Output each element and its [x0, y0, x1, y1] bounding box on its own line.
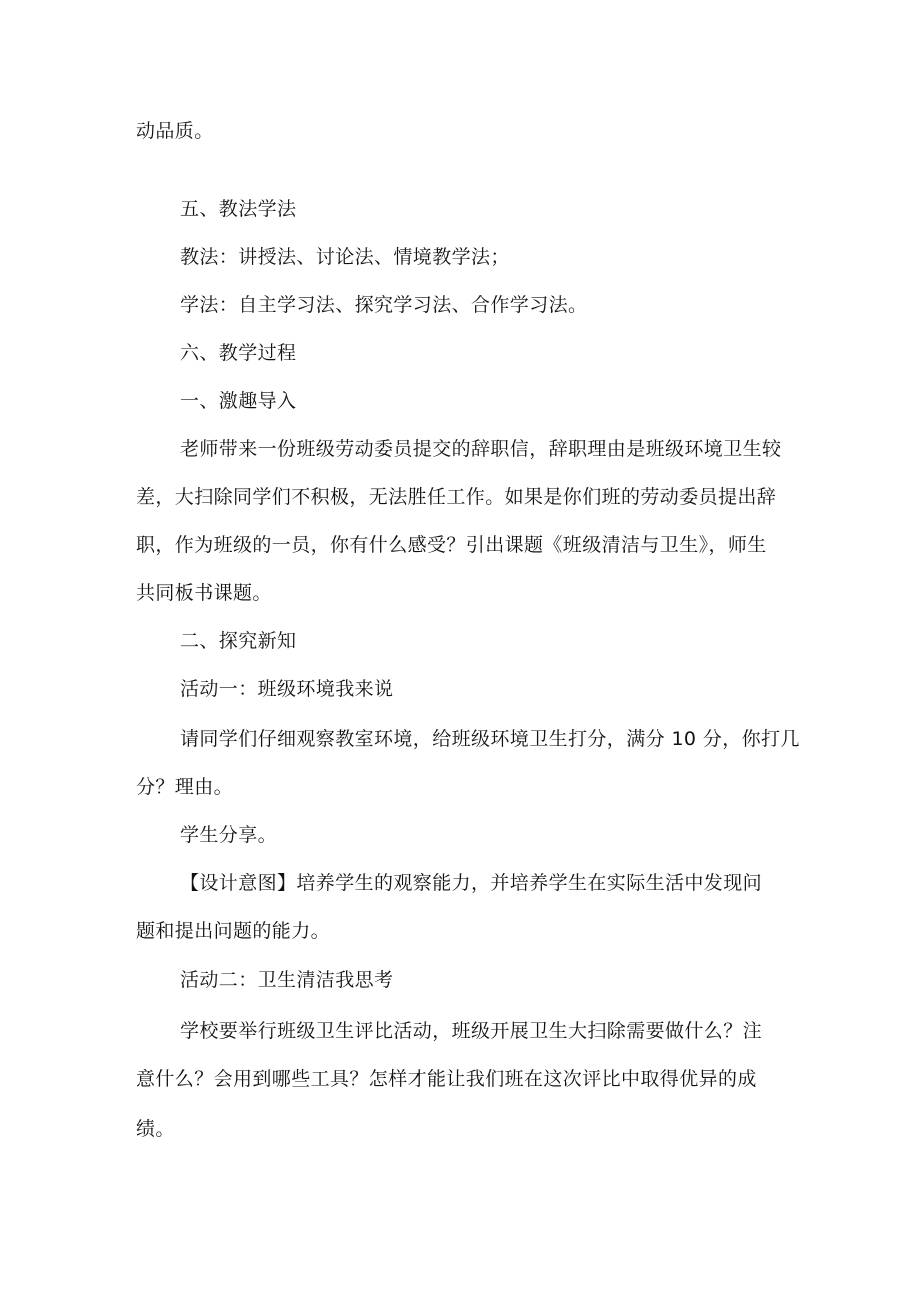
teaching-methods-line: 教法：讲授法、讨论法、情境教学法； — [180, 246, 510, 268]
paragraph-line: 学校要举行班级卫生评比活动，班级开展卫生大扫除需要做什么？注 — [180, 1020, 763, 1042]
section-heading-methods: 五、教法学法 — [180, 198, 297, 220]
subheading-explore: 二、探究新知 — [180, 630, 297, 652]
subheading-intro: 一、激趣导入 — [180, 390, 297, 412]
paragraph-line: 老师带来一份班级劳动委员提交的辞职信，辞职理由是班级环境卫生较 — [180, 438, 782, 460]
paragraph-line: 意什么？会用到哪些工具？怎样才能让我们班在这次评比中取得优异的成 — [136, 1068, 757, 1090]
paragraph-continuation: 动品质。 — [136, 120, 214, 142]
activity-one-title: 活动一：班级环境我来说 — [180, 678, 394, 700]
paragraph-line: 差，大扫除同学们不积极，无法胜任工作。如果是你们班的劳动委员提出辞 — [136, 486, 777, 508]
paragraph-line: 分？理由。 — [136, 776, 234, 798]
learning-methods-line: 学法：自主学习法、探究学习法、合作学习法。 — [180, 294, 588, 316]
section-heading-process: 六、教学过程 — [180, 342, 297, 364]
paragraph-line: 共同板书课题。 — [136, 582, 272, 604]
paragraph-line: 请同学们仔细观察教室环境，给班级环境卫生打分，满分 10 分，你打几 — [180, 728, 800, 750]
paragraph-line: 绩。 — [136, 1118, 175, 1140]
design-intent-line: 【设计意图】培养学生的观察能力，并培养学生在实际生活中发现问 — [180, 872, 763, 894]
activity-two-title: 活动二：卫生清洁我思考 — [180, 969, 394, 991]
paragraph-line: 学生分享。 — [180, 824, 278, 846]
paragraph-line: 题和提出问题的能力。 — [136, 920, 331, 942]
paragraph-line: 职，作为班级的一员，你有什么感受？引出课题《班级清洁与卫生》，师生 — [136, 534, 767, 556]
